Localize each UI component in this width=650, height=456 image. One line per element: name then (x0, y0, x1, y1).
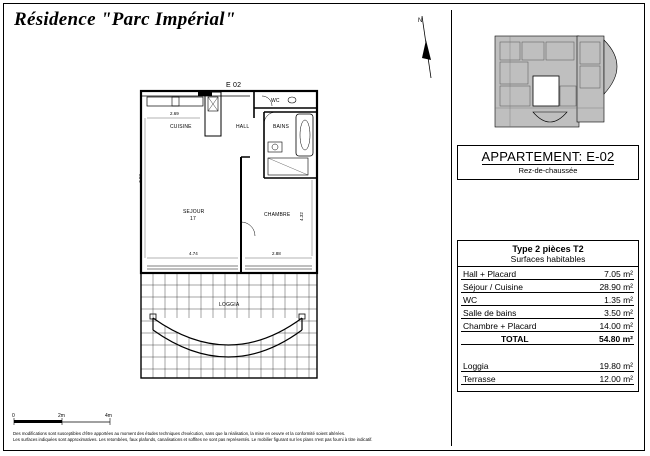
surfaces-heading: Type 2 pièces T2 (512, 244, 584, 254)
unit-label: E 02 (226, 82, 242, 89)
apartment-title-box (457, 145, 639, 180)
room-label-wc: WC (271, 98, 280, 104)
table-row: Hall + Placard 7.05 m² (463, 269, 633, 279)
scale-label: 2m (58, 413, 65, 419)
note-line: Les surfaces indiquées sont approximatives. Les retombées, faux plafonds, canalisations et soffites ne sont pas représentés. Le mobilier figurant sur les plans n'est pas fourni à titre indicatif. (13, 437, 373, 442)
key-plan (495, 36, 617, 127)
table-row: Salle de bains 3.50 m² (463, 308, 633, 318)
room-label-bains: BAINS (273, 124, 290, 130)
room-label-sejour-sub: 17 (190, 216, 196, 222)
dimension-bottom-left: 4.74 (189, 251, 198, 256)
table-row: Séjour / Cuisine 28.90 m² (463, 282, 633, 292)
surfaces-table (457, 240, 639, 392)
table-row: Loggia 19.80 m² (463, 361, 633, 371)
room-label-hall: HALL (236, 124, 250, 130)
dimension-bottom-right: 2.88 (272, 251, 281, 256)
svg-text:N: N (418, 18, 423, 24)
disclaimer-notes (13, 431, 443, 443)
note-line: Des modifications sont susceptibles d'être apportées au moment des études techniques d'exécution, sans que la réalisation, la mise en oeuvre et la conformité soient altérées. (13, 431, 346, 436)
table-row: Terrasse 12.00 m² (463, 374, 633, 384)
scale-label: 0 (12, 413, 15, 419)
total-row: TOTAL 54.80 m² (461, 333, 634, 345)
north-arrow-icon (418, 16, 431, 78)
table-row: WC 1.35 m² (463, 295, 633, 305)
table-row: Chambre + Placard 14.00 m² (463, 321, 633, 331)
room-label-chambre: CHAMBRE (264, 212, 291, 218)
room-label-loggia: LOGGIA (219, 302, 240, 308)
room-label-cuisine: CUISINE (170, 124, 192, 130)
surfaces-subheading: Surfaces habitables (458, 254, 638, 267)
apartment-floor: Rez-de-chaussée (518, 166, 578, 175)
dimension-left: 7.03 (137, 174, 143, 183)
room-label-sejour: SEJOUR (183, 209, 205, 215)
scale-bar (14, 418, 110, 425)
dimension-top: 2.69 (170, 111, 179, 116)
scale-label: 4m (105, 413, 112, 419)
apartment-title: APPARTEMENT: E-02 (481, 149, 615, 164)
page-title: Résidence "Parc Impérial" (14, 9, 236, 30)
dimension-right: 4.32 (298, 212, 304, 221)
